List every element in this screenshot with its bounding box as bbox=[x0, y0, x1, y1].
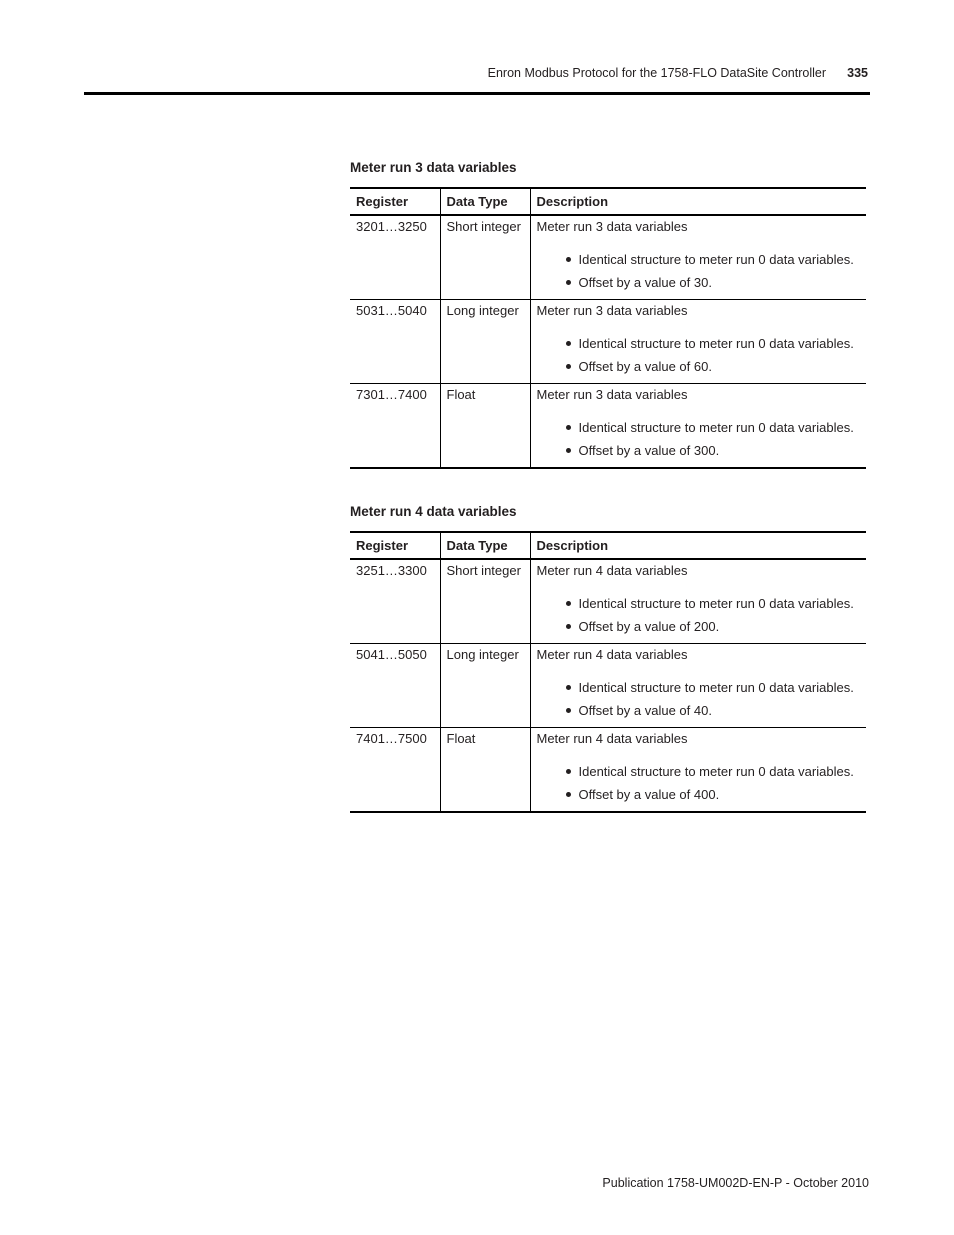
register-cell: 3201…3250 bbox=[350, 215, 440, 300]
table-row bbox=[350, 559, 866, 644]
column-header-description: Description bbox=[530, 532, 866, 559]
page-header bbox=[84, 66, 870, 95]
bullet-list bbox=[537, 763, 861, 803]
bullet-item: Offset by a value of 40. bbox=[579, 702, 861, 719]
register-cell: 3251…3300 bbox=[350, 559, 440, 644]
bullet-list bbox=[537, 419, 861, 459]
description-text: Meter run 4 data variables bbox=[536, 563, 688, 578]
register-cell: 7401…7500 bbox=[350, 728, 440, 813]
data-type-cell: Short integer bbox=[440, 215, 530, 300]
data-type-cell: Short integer bbox=[440, 559, 530, 644]
register-cell: 5041…5050 bbox=[350, 644, 440, 728]
table-row bbox=[350, 728, 866, 813]
meter-run-3-section bbox=[350, 160, 866, 469]
column-header-register: Register bbox=[350, 188, 440, 215]
bullet-item: Identical structure to meter run 0 data variables. bbox=[579, 335, 861, 352]
page-number: 335 bbox=[847, 66, 868, 80]
bullet-item: Offset by a value of 200. bbox=[579, 618, 861, 635]
table-title: Meter run 4 data variables bbox=[350, 504, 517, 519]
bullet-list bbox=[537, 595, 861, 635]
table-title: Meter run 3 data variables bbox=[350, 160, 517, 175]
bullet-list bbox=[537, 251, 861, 291]
description-text: Meter run 4 data variables bbox=[536, 647, 688, 662]
register-cell: 7301…7400 bbox=[350, 384, 440, 469]
column-header-register: Register bbox=[350, 532, 440, 559]
column-header-description: Description bbox=[530, 188, 866, 215]
data-type-cell: Long integer bbox=[440, 644, 530, 728]
bullet-item: Identical structure to meter run 0 data variables. bbox=[579, 679, 861, 696]
description-cell bbox=[530, 644, 866, 728]
bullet-item: Identical structure to meter run 0 data variables. bbox=[579, 763, 861, 780]
column-header-data-type: Data Type bbox=[440, 188, 530, 215]
meter-run-4-section bbox=[350, 504, 866, 813]
description-cell bbox=[530, 728, 866, 813]
description-text: Meter run 3 data variables bbox=[536, 303, 688, 318]
bullet-item: Identical structure to meter run 0 data variables. bbox=[579, 251, 861, 268]
table-row bbox=[350, 300, 866, 384]
bullet-item: Identical structure to meter run 0 data variables. bbox=[579, 419, 861, 436]
bullet-item: Offset by a value of 60. bbox=[579, 358, 861, 375]
description-text: Meter run 3 data variables bbox=[536, 219, 688, 234]
description-cell bbox=[530, 300, 866, 384]
register-cell: 5031…5040 bbox=[350, 300, 440, 384]
bullet-item: Identical structure to meter run 0 data variables. bbox=[579, 595, 861, 612]
publication-footer: Publication 1758-UM002D-EN-P - October 2010 bbox=[602, 1176, 869, 1190]
data-type-cell: Long integer bbox=[440, 300, 530, 384]
bullet-list bbox=[537, 335, 861, 375]
bullet-item: Offset by a value of 30. bbox=[579, 274, 861, 291]
bullet-list bbox=[537, 679, 861, 719]
header-title: Enron Modbus Protocol for the 1758-FLO DataSite Controller bbox=[487, 66, 826, 80]
description-cell bbox=[530, 384, 866, 469]
description-cell bbox=[530, 559, 866, 644]
column-header-data-type: Data Type bbox=[440, 532, 530, 559]
table-header-row bbox=[350, 188, 866, 215]
description-cell bbox=[530, 215, 866, 300]
table-row bbox=[350, 644, 866, 728]
table-row bbox=[350, 215, 866, 300]
description-text: Meter run 3 data variables bbox=[536, 387, 688, 402]
meter-run-4-table bbox=[350, 531, 866, 813]
bullet-item: Offset by a value of 400. bbox=[579, 786, 861, 803]
description-text: Meter run 4 data variables bbox=[536, 731, 688, 746]
data-type-cell: Float bbox=[440, 728, 530, 813]
table-row bbox=[350, 384, 866, 469]
meter-run-3-table bbox=[350, 187, 866, 469]
bullet-item: Offset by a value of 300. bbox=[579, 442, 861, 459]
data-type-cell: Float bbox=[440, 384, 530, 469]
table-header-row bbox=[350, 532, 866, 559]
